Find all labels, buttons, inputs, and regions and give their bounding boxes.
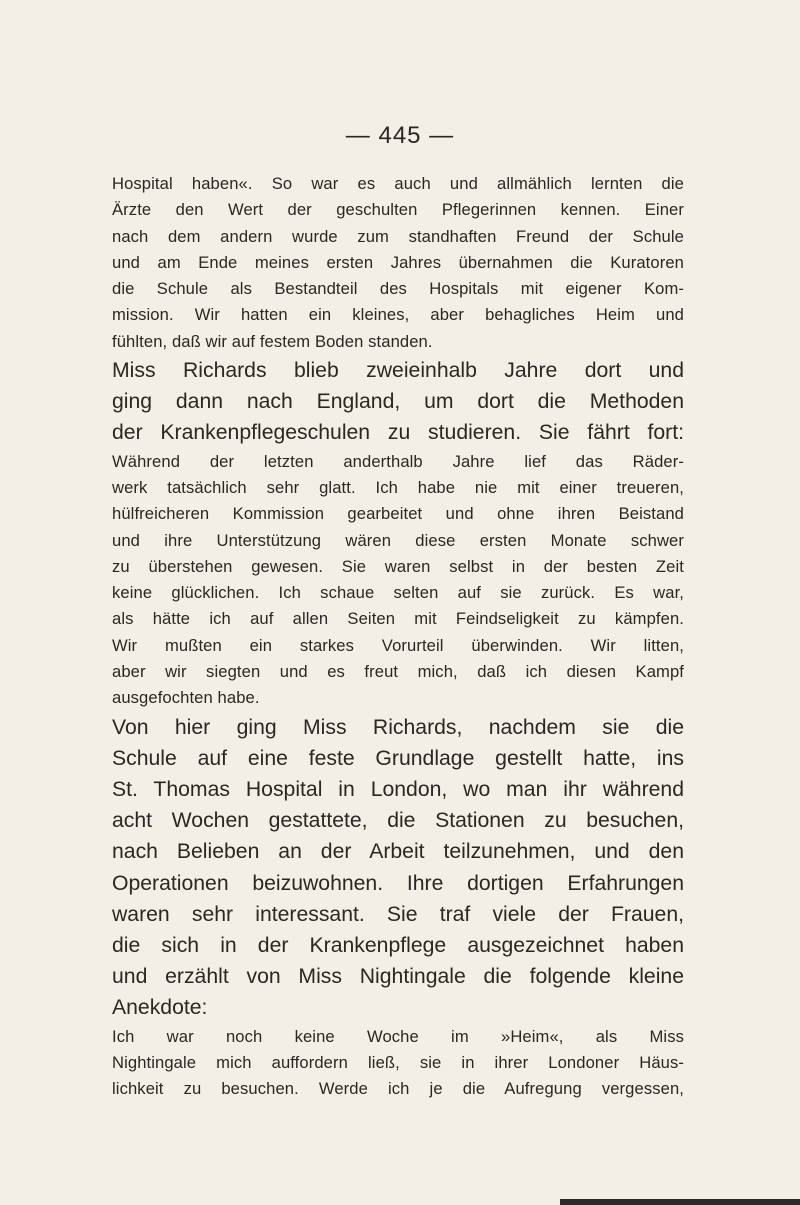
text-line: St. Thomas Hospital in London, wo man ihr während xyxy=(112,778,684,802)
text-line: Ärzte den Wert der geschulten Pflegerinnen kennen. Einer xyxy=(112,200,684,220)
text-line: nach Belieben an der Arbeit teilzunehmen, und den xyxy=(112,840,684,864)
text-line: ging dann nach England, um dort die Methoden xyxy=(112,390,684,414)
text-line: waren sehr interessant. Sie traf viele der Frauen, xyxy=(112,902,684,926)
page-edge-shadow xyxy=(560,1199,800,1205)
text-line: Operationen beizuwohnen. Ihre dortigen Erfahrungen xyxy=(112,871,684,895)
text-line: fühlten, daß wir auf festem Boden standen. xyxy=(112,331,433,351)
text-line: und ihre Unterstützung wären diese ersten Monate schwer xyxy=(112,530,684,550)
text-line: Ich war noch keine Woche im »Heim«, als Miss xyxy=(112,1026,684,1046)
text-line: ausgefochten habe. xyxy=(112,688,260,708)
text-line: werk tatsächlich sehr glatt. Ich habe nie mit einer treueren, xyxy=(112,477,684,497)
text-line: die Schule als Bestandteil des Hospitals mit eigener Kom- xyxy=(112,279,684,299)
paragraph-4 xyxy=(112,712,684,1024)
page-body xyxy=(112,171,684,1103)
paragraph-2 xyxy=(112,355,684,449)
text-line: Nightingale mich auffordern ließ, sie in ihrer Londoner Häus- xyxy=(112,1052,684,1072)
page-number: — 445 — xyxy=(345,122,455,149)
text-line: Von hier ging Miss Richards, nachdem sie die xyxy=(112,715,684,739)
text-line: als hätte ich auf allen Seiten mit Feindseligkeit zu kämpfen. xyxy=(112,609,684,629)
text-line: Wir mußten ein starkes Vorurteil überwinden. Wir litten, xyxy=(112,635,684,655)
text-line: aber wir siegten und es freut mich, daß ich diesen Kampf xyxy=(112,662,684,682)
text-line: und am Ende meines ersten Jahres übernahmen die Kuratoren xyxy=(112,252,684,272)
paragraph-5 xyxy=(112,1024,684,1103)
text-line: hülfreicheren Kommission gearbeitet und ohne ihren Beistand xyxy=(112,504,684,524)
text-line: mission. Wir hatten ein kleines, aber behagliches Heim und xyxy=(112,305,684,325)
text-line: zu überstehen gewesen. Sie waren selbst in der besten Zeit xyxy=(112,556,684,576)
text-line: Während der letzten anderthalb Jahre lief das Räder- xyxy=(112,451,684,471)
text-line: und erzählt von Miss Nightingale die folgende kleine xyxy=(112,965,684,989)
text-line: keine glücklichen. Ich schaue selten auf sie zurück. Es war, xyxy=(112,583,684,603)
paragraph-3 xyxy=(112,449,684,712)
text-line: der Krankenpflegeschulen zu studieren. Sie fährt fort: xyxy=(112,421,684,445)
text-line: Anekdote: xyxy=(112,996,208,1020)
paragraph-1 xyxy=(112,171,684,355)
text-line: nach dem andern wurde zum standhaften Freund der Schule xyxy=(112,226,684,246)
text-line: Hospital haben«. So war es auch und allmählich lernten die xyxy=(112,174,684,193)
text-line: die sich in der Krankenpflege ausgezeichnet haben xyxy=(112,934,684,958)
text-line: Miss Richards blieb zweieinhalb Jahre dort und xyxy=(112,359,684,383)
text-line: lichkeit zu besuchen. Werde ich je die Aufregung vergessen, xyxy=(112,1079,684,1099)
text-line: acht Wochen gestattete, die Stationen zu besuchen, xyxy=(112,809,684,833)
text-line: Schule auf eine feste Grundlage gestellt hatte, ins xyxy=(112,746,684,770)
